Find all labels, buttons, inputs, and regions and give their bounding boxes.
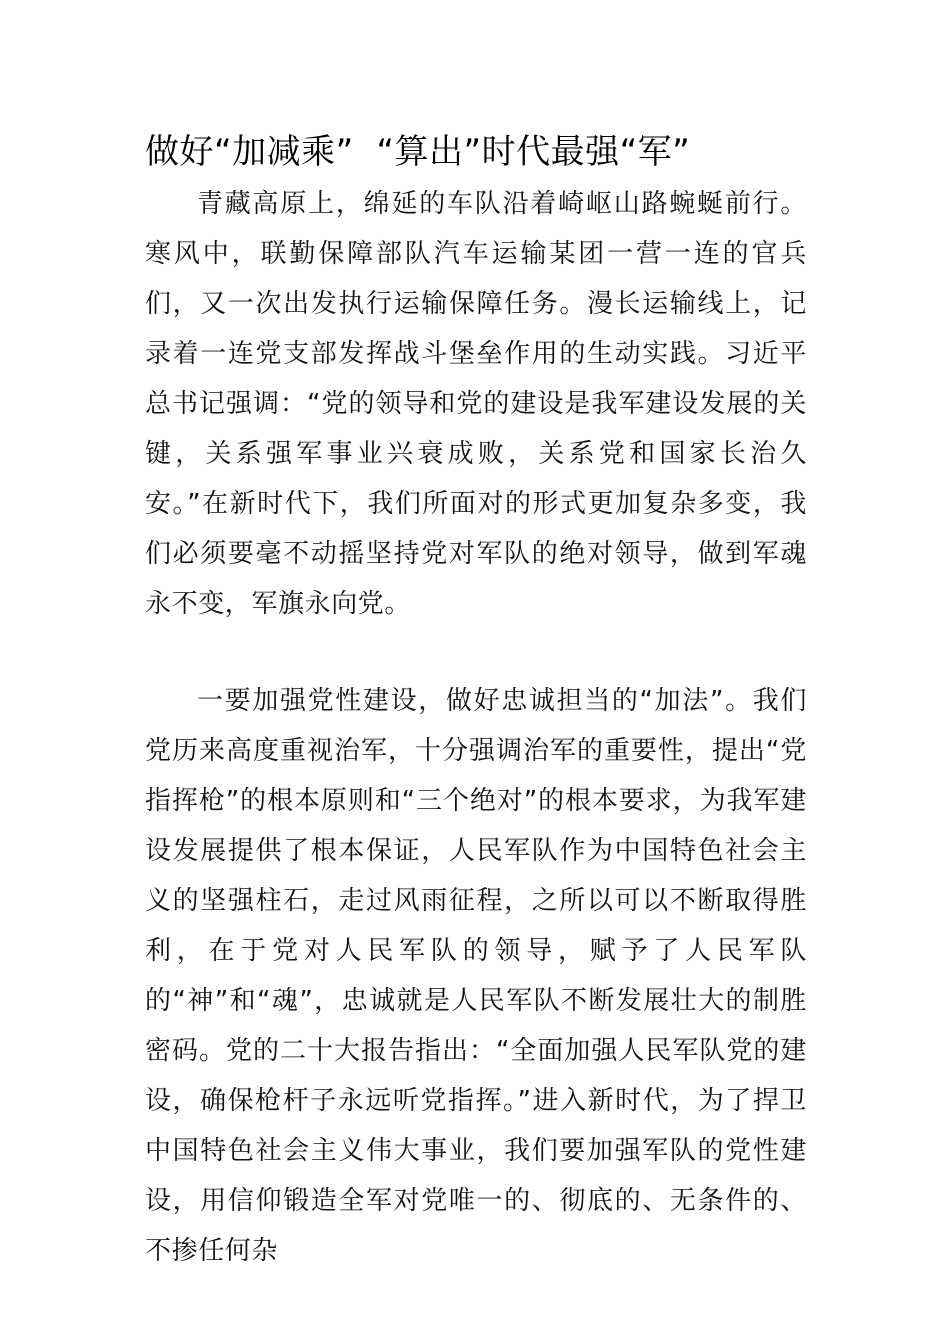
document-title: 做好“加减乘” “算出”时代最强“军” — [145, 132, 691, 172]
paragraph-intro: 青藏高原上，绵延的车队沿着崎岖山路蜿蜒前行。寒风中，联勤保障部队汽车运输某团一营一连的官兵们，又一次出发执行运输保障任务。漫长运输线上，记录着一连党支部发挥战斗堡垒作用的生动实践。习近平总书记强调：“党的领导和党的建设是我军建设发展的关键，关系强军事业兴衰成败，关系党和国家长治久安。”在新时代下，我们所面对的形式更加复杂多变，我们必须要毫不动摇坚持党对军队的绝对领导，做到军魂永不变，军旗永向党。 — [145, 189, 807, 619]
paragraph-point-one: 一要加强党性建设，做好忠诚担当的“加法”。我们党历来高度重视治军，十分强调治军的重要性，提出“党指挥枪”的根本原则和“三个绝对”的根本要求，为我军建设发展提供了根本保证，人民军队作为中国特色社会主义的坚强柱石，走过风雨征程，之所以可以不断取得胜利，在于党对人民军队的领导，赋予了人民军队的“神”和“魂”，忠诚就是人民军队不断发展壮大的制胜密码。党的二十大报告指出：“全面加强人民军队党的建设，确保枪杆子永远听党指挥。”进入新时代，为了捍卫中国特色社会主义伟大事业，我们要加强军队的党性建设，用信仰锻造全军对党唯一的、彻底的、无条件的、不掺任何杂 — [145, 686, 807, 1266]
